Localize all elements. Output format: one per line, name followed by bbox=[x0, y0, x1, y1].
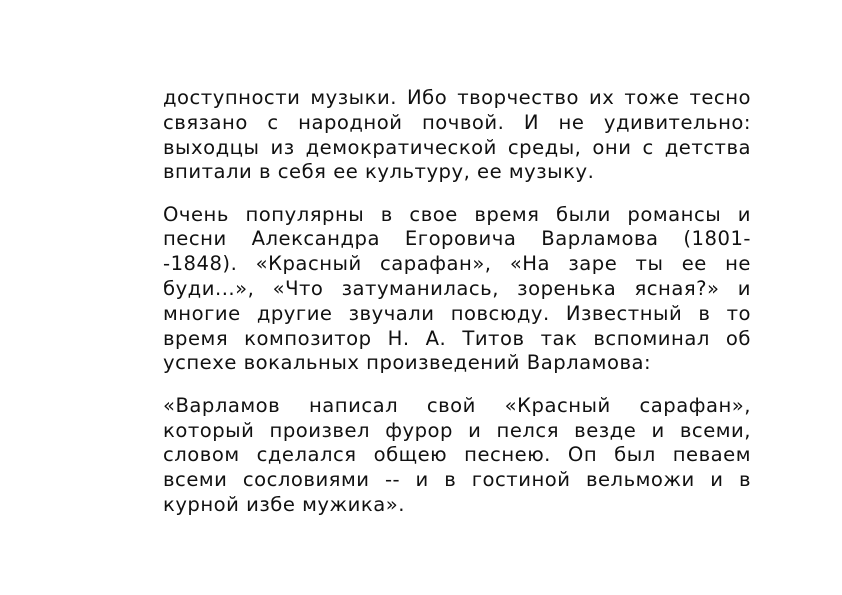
paragraph-1: доступности музыки. Ибо творчество их тоже тесно связано с народной почвой. И не удивительно: выходцы из демократической среды, они с детства впитали в себя ее культуру, ее музыку. bbox=[163, 86, 751, 184]
paragraph-2: Очень популярны в свое время были романсы и песни Александра Егоровича Варламова (1801--1848). «Красный сарафан», «На заре ты ее не буди...», «Что затуманилась, зоренька ясная?» и многие другие звучали повсюду. Известный в то время композитор Н. А. Титов так вспоминал об успехе вокальных произведений Варламова: bbox=[163, 202, 751, 375]
paragraph-3: «Варламов написал свой «Красный сарафан», который произвел фурор и пелся везде и всеми, словом сделался общею песнею. Оп был певаем всеми сословиями -- и в гостиной вельможи и в курной избе мужика». bbox=[163, 393, 751, 516]
document-text bbox=[163, 86, 751, 535]
